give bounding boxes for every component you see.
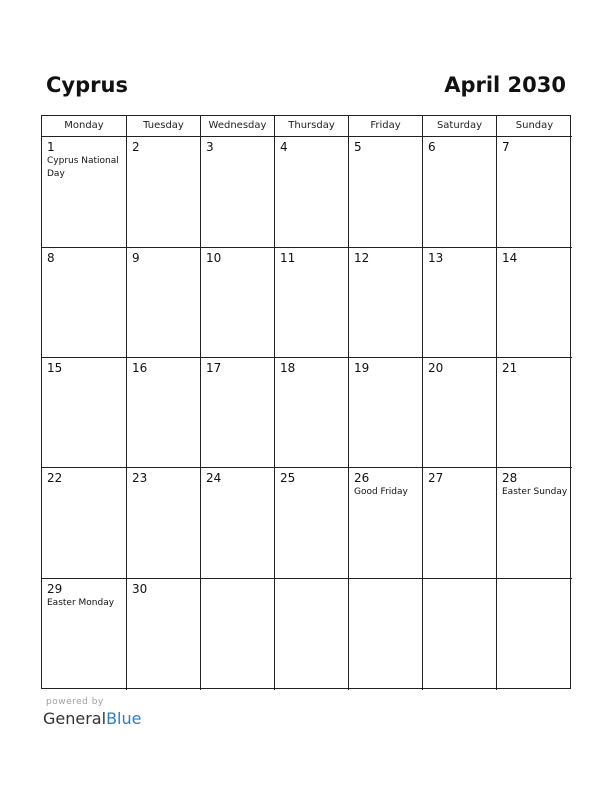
day-cell — [42, 358, 127, 468]
day-cell — [423, 579, 497, 690]
day-cell — [349, 358, 423, 468]
day-cell — [497, 358, 572, 468]
day-cell — [275, 137, 349, 248]
holiday-label: Easter Monday — [47, 598, 115, 608]
day-number: 22 — [47, 471, 63, 485]
brand-footer — [43, 697, 141, 729]
brand-blue-text: Blue — [106, 709, 142, 728]
day-number: 8 — [47, 251, 55, 265]
day-number: 2 — [132, 140, 140, 154]
day-cell — [497, 579, 572, 690]
day-cell — [42, 468, 127, 579]
day-cell — [497, 248, 572, 358]
day-cell — [42, 579, 127, 690]
day-number: 12 — [354, 251, 370, 265]
day-number: 10 — [206, 251, 222, 265]
day-cell — [349, 137, 423, 248]
weekday-header-3: Thursday — [275, 116, 349, 137]
day-cell — [497, 468, 572, 579]
day-cell — [127, 137, 201, 248]
day-number: 11 — [280, 251, 296, 265]
day-cell — [423, 358, 497, 468]
day-number: 5 — [354, 140, 362, 154]
day-cell — [497, 137, 572, 248]
day-number: 4 — [280, 140, 288, 154]
day-number: 18 — [280, 361, 296, 375]
day-number: 19 — [354, 361, 370, 375]
weekday-header-5: Saturday — [423, 116, 497, 137]
country-title: Cyprus — [46, 73, 128, 97]
day-number: 23 — [132, 471, 148, 485]
brand-general-text: General — [43, 709, 107, 728]
day-number: 21 — [502, 361, 518, 375]
day-number: 28 — [502, 471, 518, 485]
day-cell — [201, 248, 275, 358]
day-cell — [127, 579, 201, 690]
day-cell — [127, 358, 201, 468]
day-number: 30 — [132, 582, 148, 596]
holiday-label: Easter Sunday — [502, 487, 568, 497]
day-cell — [201, 579, 275, 690]
day-cell — [201, 358, 275, 468]
weekday-header-6: Sunday — [497, 116, 572, 137]
day-number: 25 — [280, 471, 296, 485]
holiday-label: Cyprus National Day — [47, 156, 119, 179]
day-cell — [42, 137, 127, 248]
day-number: 17 — [206, 361, 222, 375]
day-cell — [275, 248, 349, 358]
day-number: 26 — [354, 471, 370, 485]
day-number: 3 — [206, 140, 214, 154]
day-cell — [423, 248, 497, 358]
day-number: 9 — [132, 251, 140, 265]
weekday-header-4: Friday — [349, 116, 423, 137]
day-number: 14 — [502, 251, 518, 265]
day-number: 27 — [428, 471, 444, 485]
weekday-header-2: Wednesday — [201, 116, 275, 137]
holiday-label: Good Friday — [354, 487, 408, 497]
day-cell — [127, 468, 201, 579]
powered-by-label: powered by — [46, 697, 104, 707]
day-number: 24 — [206, 471, 222, 485]
day-number: 29 — [47, 582, 63, 596]
day-cell — [201, 137, 275, 248]
day-number: 1 — [47, 140, 55, 154]
day-cell — [201, 468, 275, 579]
day-cell — [349, 579, 423, 690]
calendar-grid — [41, 115, 571, 689]
day-cell — [127, 248, 201, 358]
day-cell — [349, 248, 423, 358]
day-number: 16 — [132, 361, 148, 375]
day-number: 7 — [502, 140, 510, 154]
brand-logo — [43, 709, 141, 729]
day-number: 15 — [47, 361, 63, 375]
day-cell — [275, 579, 349, 690]
weekday-header-1: Tuesday — [127, 116, 201, 137]
day-number: 6 — [428, 140, 436, 154]
day-cell — [423, 137, 497, 248]
day-number: 20 — [428, 361, 444, 375]
day-cell — [42, 248, 127, 358]
day-cell — [349, 468, 423, 579]
month-year-title: April 2030 — [444, 73, 566, 97]
day-cell — [423, 468, 497, 579]
weekday-header-0: Monday — [42, 116, 127, 137]
day-number: 13 — [428, 251, 444, 265]
day-cell — [275, 358, 349, 468]
day-cell — [275, 468, 349, 579]
